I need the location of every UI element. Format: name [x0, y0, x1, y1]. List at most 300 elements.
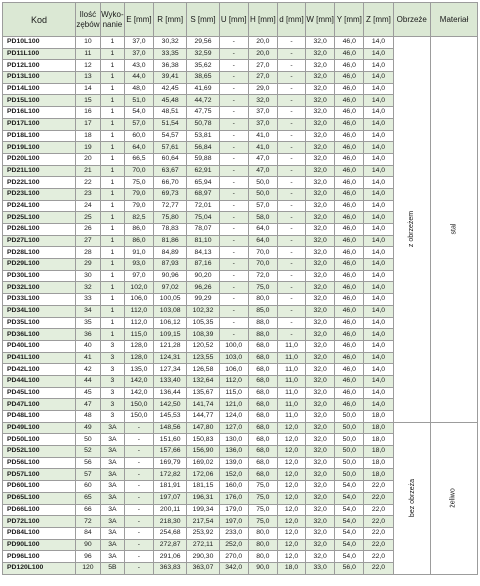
cell-s: 84,13 — [187, 247, 219, 259]
cell-y: 46,0 — [335, 60, 364, 72]
cell-w: 32,0 — [306, 294, 335, 306]
cell-s: 90,20 — [187, 270, 219, 282]
cell-version: 1 — [100, 83, 124, 95]
cell-r: 54,57 — [154, 130, 187, 142]
cell-d: - — [277, 329, 305, 341]
cell-y: 50,0 — [335, 434, 364, 446]
cell-teeth: 29 — [75, 259, 100, 271]
cell-d: - — [277, 188, 305, 200]
cell-version: 3A — [100, 434, 124, 446]
cell-version: 1 — [100, 107, 124, 119]
cell-u: 252,0 — [219, 539, 248, 551]
cell-y: 54,0 — [335, 516, 364, 528]
cell-s: 108,39 — [187, 329, 219, 341]
cell-y: 46,0 — [335, 305, 364, 317]
cell-d: - — [277, 270, 305, 282]
cell-z: 18,0 — [364, 446, 393, 458]
cell-e: 128,0 — [124, 340, 153, 352]
cell-r: 127,34 — [154, 364, 187, 376]
cell-d: 12,0 — [277, 527, 305, 539]
cell-r: 142,50 — [154, 399, 187, 411]
cell-version: 3A — [100, 492, 124, 504]
cell-d: 11,0 — [277, 364, 305, 376]
cell-e: 51,0 — [124, 95, 153, 107]
cell-s: 199,34 — [187, 504, 219, 516]
cell-e: 37,0 — [124, 48, 153, 60]
cell-h: 88,0 — [248, 317, 277, 329]
cell-w: 32,0 — [306, 118, 335, 130]
cell-u: - — [219, 153, 248, 165]
cell-y: 50,0 — [335, 422, 364, 434]
cell-r: 81,86 — [154, 235, 187, 247]
cell-z: 18,0 — [364, 422, 393, 434]
cell-d: - — [277, 60, 305, 72]
cell-r: 69,73 — [154, 188, 187, 200]
cell-u: - — [219, 329, 248, 341]
cell-u: - — [219, 188, 248, 200]
cell-version: 3 — [100, 399, 124, 411]
cell-w: 32,0 — [306, 165, 335, 177]
cell-h: 41,0 — [248, 142, 277, 154]
cell-version: 1 — [100, 130, 124, 142]
cell-h: 27,0 — [248, 72, 277, 84]
cell-y: 46,0 — [335, 83, 364, 95]
cell-d: 12,0 — [277, 481, 305, 493]
cell-teeth: 18 — [75, 130, 100, 142]
cell-code: PD14L100 — [3, 83, 76, 95]
cell-h: 68,0 — [248, 375, 277, 387]
cell-r: 157,66 — [154, 446, 187, 458]
cell-d: - — [277, 72, 305, 84]
cell-code: PD120L100 — [3, 562, 76, 574]
cell-u: - — [219, 48, 248, 60]
cell-u: - — [219, 317, 248, 329]
cell-w: 32,0 — [306, 48, 335, 60]
cell-y: 54,0 — [335, 527, 364, 539]
cell-code: PD35L100 — [3, 317, 76, 329]
cell-d: - — [277, 95, 305, 107]
cell-d: - — [277, 165, 305, 177]
cell-code: PD41L100 — [3, 352, 76, 364]
cell-teeth: 44 — [75, 375, 100, 387]
cell-d: 11,0 — [277, 399, 305, 411]
cell-e: 44,0 — [124, 72, 153, 84]
cell-z: 22,0 — [364, 481, 393, 493]
cell-code: PD60L100 — [3, 481, 76, 493]
cell-version: 3A — [100, 527, 124, 539]
cell-teeth: 25 — [75, 212, 100, 224]
cell-d: - — [277, 247, 305, 259]
cell-u: 127,0 — [219, 422, 248, 434]
cell-d: 12,0 — [277, 469, 305, 481]
cell-version: 3 — [100, 375, 124, 387]
cell-s: 144,77 — [187, 411, 219, 423]
header-r: R [mm] — [154, 3, 187, 37]
cell-e: 142,0 — [124, 387, 153, 399]
cell-h: 88,0 — [248, 329, 277, 341]
cell-y: 46,0 — [335, 270, 364, 282]
cell-code: PD10L100 — [3, 37, 76, 49]
cell-s: 50,78 — [187, 118, 219, 130]
cell-version: 3A — [100, 481, 124, 493]
cell-teeth: 66 — [75, 504, 100, 516]
cell-w: 32,0 — [306, 551, 335, 563]
cell-w: 32,0 — [306, 107, 335, 119]
cell-d: - — [277, 259, 305, 271]
cell-h: 68,0 — [248, 387, 277, 399]
cell-version: 3 — [100, 411, 124, 423]
cell-code: PD48L100 — [3, 411, 76, 423]
cell-z: 14,0 — [364, 37, 393, 49]
cell-y: 46,0 — [335, 48, 364, 60]
cell-s: 363,07 — [187, 562, 219, 574]
cell-s: 253,92 — [187, 527, 219, 539]
header-h: H [mm] — [248, 3, 277, 37]
cell-version: 5B — [100, 562, 124, 574]
cell-z: 14,0 — [364, 317, 393, 329]
header-y: Y [mm] — [335, 3, 364, 37]
group-material-top — [431, 37, 478, 423]
cell-u: - — [219, 200, 248, 212]
cell-s: 78,07 — [187, 224, 219, 236]
cell-r: 60,64 — [154, 153, 187, 165]
cell-u: 124,0 — [219, 411, 248, 423]
cell-d: 12,0 — [277, 446, 305, 458]
cell-h: 32,0 — [248, 95, 277, 107]
cell-version: 3A — [100, 446, 124, 458]
cell-h: 58,0 — [248, 212, 277, 224]
cell-code: PD57L100 — [3, 469, 76, 481]
cell-code: PD45L100 — [3, 387, 76, 399]
cell-e: 112,0 — [124, 305, 153, 317]
cell-z: 14,0 — [364, 399, 393, 411]
cell-teeth: 35 — [75, 317, 100, 329]
cell-z: 14,0 — [364, 294, 393, 306]
cell-code: PD25L100 — [3, 212, 76, 224]
cell-w: 32,0 — [306, 37, 335, 49]
cell-code: PD84L100 — [3, 527, 76, 539]
cell-w: 32,0 — [306, 539, 335, 551]
cell-d: 11,0 — [277, 387, 305, 399]
cell-z: 14,0 — [364, 153, 393, 165]
cell-d: - — [277, 177, 305, 189]
cell-w: 32,0 — [306, 375, 335, 387]
cell-w: 32,0 — [306, 247, 335, 259]
cell-s: 102,32 — [187, 305, 219, 317]
cell-r: 45,48 — [154, 95, 187, 107]
cell-teeth: 17 — [75, 118, 100, 130]
cell-version: 3A — [100, 539, 124, 551]
material-label: stal — [450, 223, 457, 235]
cell-z: 14,0 — [364, 282, 393, 294]
cell-e: 115,0 — [124, 329, 153, 341]
cell-e: 75,0 — [124, 177, 153, 189]
cell-r: 148,56 — [154, 422, 187, 434]
cell-y: 46,0 — [335, 37, 364, 49]
cell-h: 70,0 — [248, 259, 277, 271]
cell-h: 68,0 — [248, 446, 277, 458]
cell-e: 106,0 — [124, 294, 153, 306]
cell-z: 22,0 — [364, 527, 393, 539]
cell-e: - — [124, 481, 153, 493]
cell-teeth: 90 — [75, 539, 100, 551]
cell-r: 218,30 — [154, 516, 187, 528]
cell-w: 32,0 — [306, 270, 335, 282]
cell-u: 121,0 — [219, 399, 248, 411]
cell-d: 12,0 — [277, 551, 305, 563]
cell-d: - — [277, 142, 305, 154]
cell-y: 46,0 — [335, 188, 364, 200]
cell-r: 48,51 — [154, 107, 187, 119]
cell-e: 64,0 — [124, 142, 153, 154]
cell-s: 29,56 — [187, 37, 219, 49]
cell-e: - — [124, 457, 153, 469]
cell-y: 54,0 — [335, 551, 364, 563]
cell-z: 14,0 — [364, 200, 393, 212]
cell-s: 35,62 — [187, 60, 219, 72]
cell-code: PD47L100 — [3, 399, 76, 411]
cell-e: - — [124, 551, 153, 563]
cell-z: 22,0 — [364, 562, 393, 574]
cell-w: 32,0 — [306, 399, 335, 411]
cell-teeth: 23 — [75, 188, 100, 200]
cell-code: PD29L100 — [3, 259, 76, 271]
cell-w: 32,0 — [306, 282, 335, 294]
cell-u: - — [219, 83, 248, 95]
cell-z: 14,0 — [364, 259, 393, 271]
header-d: d [mm] — [277, 3, 305, 37]
cell-r: 172,82 — [154, 469, 187, 481]
cell-teeth: 16 — [75, 107, 100, 119]
cell-e: 128,0 — [124, 352, 153, 364]
cell-u: - — [219, 37, 248, 49]
table-row — [3, 422, 478, 434]
cell-e: 86,0 — [124, 224, 153, 236]
cell-e: 48,0 — [124, 83, 153, 95]
cell-w: 32,0 — [306, 317, 335, 329]
cell-d: - — [277, 107, 305, 119]
cell-h: 29,0 — [248, 83, 277, 95]
cell-e: 150,0 — [124, 399, 153, 411]
cell-d: 12,0 — [277, 422, 305, 434]
cell-d: 11,0 — [277, 352, 305, 364]
cell-z: 22,0 — [364, 504, 393, 516]
cell-e: 79,0 — [124, 200, 153, 212]
cell-w: 32,0 — [306, 469, 335, 481]
cell-d: - — [277, 212, 305, 224]
cell-r: 33,35 — [154, 48, 187, 60]
cell-h: 75,0 — [248, 282, 277, 294]
cell-z: 14,0 — [364, 95, 393, 107]
cell-r: 100,05 — [154, 294, 187, 306]
cell-s: 68,97 — [187, 188, 219, 200]
cell-code: PD66L100 — [3, 504, 76, 516]
cell-code: PD44L100 — [3, 375, 76, 387]
cell-teeth: 120 — [75, 562, 100, 574]
cell-u: - — [219, 224, 248, 236]
cell-e: - — [124, 492, 153, 504]
cell-code: PD16L100 — [3, 107, 76, 119]
cell-u: 152,0 — [219, 469, 248, 481]
cell-z: 18,0 — [364, 469, 393, 481]
cell-code: PD32L100 — [3, 282, 76, 294]
cell-s: 65,94 — [187, 177, 219, 189]
cell-h: 37,0 — [248, 118, 277, 130]
header-s: S [mm] — [187, 3, 219, 37]
cell-s: 120,52 — [187, 340, 219, 352]
cell-s: 56,84 — [187, 142, 219, 154]
cell-teeth: 36 — [75, 329, 100, 341]
cell-d: 12,0 — [277, 457, 305, 469]
cell-code: PD12L100 — [3, 60, 76, 72]
cell-teeth: 12 — [75, 60, 100, 72]
cell-d: 11,0 — [277, 411, 305, 423]
cell-y: 46,0 — [335, 259, 364, 271]
cell-w: 32,0 — [306, 352, 335, 364]
cell-w: 32,0 — [306, 411, 335, 423]
cell-h: 68,0 — [248, 457, 277, 469]
cell-teeth: 40 — [75, 340, 100, 352]
cell-w: 32,0 — [306, 142, 335, 154]
cell-s: 59,88 — [187, 153, 219, 165]
cell-y: 46,0 — [335, 235, 364, 247]
cell-code: PD20L100 — [3, 153, 76, 165]
cell-teeth: 10 — [75, 37, 100, 49]
cell-u: 103,0 — [219, 352, 248, 364]
cell-r: 151,60 — [154, 434, 187, 446]
cell-w: 32,0 — [306, 364, 335, 376]
cell-version: 1 — [100, 118, 124, 130]
cell-u: - — [219, 72, 248, 84]
cell-h: 20,0 — [248, 48, 277, 60]
cell-u: - — [219, 95, 248, 107]
cell-z: 14,0 — [364, 352, 393, 364]
cell-teeth: 21 — [75, 165, 100, 177]
cell-z: 22,0 — [364, 516, 393, 528]
cell-e: 43,0 — [124, 60, 153, 72]
cell-version: 1 — [100, 259, 124, 271]
cell-w: 32,0 — [306, 504, 335, 516]
cell-h: 57,0 — [248, 200, 277, 212]
cell-version: 3A — [100, 516, 124, 528]
cell-y: 46,0 — [335, 165, 364, 177]
cell-s: 72,01 — [187, 200, 219, 212]
cell-code: PD23L100 — [3, 188, 76, 200]
cell-teeth: 57 — [75, 469, 100, 481]
cell-h: 68,0 — [248, 411, 277, 423]
cell-w: 32,0 — [306, 83, 335, 95]
cell-y: 54,0 — [335, 539, 364, 551]
cell-r: 78,83 — [154, 224, 187, 236]
header-hub: Obrzeże — [393, 3, 431, 37]
cell-r: 200,11 — [154, 504, 187, 516]
cell-version: 1 — [100, 294, 124, 306]
cell-z: 14,0 — [364, 224, 393, 236]
cell-e: 66,5 — [124, 153, 153, 165]
cell-h: 68,0 — [248, 469, 277, 481]
cell-e: 60,0 — [124, 130, 153, 142]
cell-w: 32,0 — [306, 60, 335, 72]
cell-r: 124,31 — [154, 352, 187, 364]
table-row — [3, 37, 478, 49]
cell-w: 32,0 — [306, 224, 335, 236]
cell-version: 1 — [100, 188, 124, 200]
cell-version: 1 — [100, 60, 124, 72]
cell-z: 22,0 — [364, 539, 393, 551]
cell-u: 115,0 — [219, 387, 248, 399]
cell-teeth: 24 — [75, 200, 100, 212]
cell-version: 3A — [100, 457, 124, 469]
cell-version: 1 — [100, 212, 124, 224]
cell-version: 1 — [100, 270, 124, 282]
cell-r: 39,41 — [154, 72, 187, 84]
cell-h: 75,0 — [248, 492, 277, 504]
cell-e: 82,5 — [124, 212, 153, 224]
cell-teeth: 48 — [75, 411, 100, 423]
cell-h: 50,0 — [248, 188, 277, 200]
cell-version: 1 — [100, 72, 124, 84]
cell-r: 72,77 — [154, 200, 187, 212]
cell-z: 14,0 — [364, 130, 393, 142]
cell-u: - — [219, 177, 248, 189]
cell-teeth: 11 — [75, 48, 100, 60]
cell-e: - — [124, 446, 153, 458]
cell-z: 14,0 — [364, 212, 393, 224]
cell-y: 46,0 — [335, 95, 364, 107]
header-kod: Kod — [3, 3, 76, 37]
cell-z: 14,0 — [364, 340, 393, 352]
cell-s: 196,31 — [187, 492, 219, 504]
cell-e: 112,0 — [124, 317, 153, 329]
cell-w: 32,0 — [306, 95, 335, 107]
cell-s: 150,83 — [187, 434, 219, 446]
cell-z: 14,0 — [364, 235, 393, 247]
cell-e: - — [124, 516, 153, 528]
cell-s: 47,75 — [187, 107, 219, 119]
cell-d: 12,0 — [277, 539, 305, 551]
cell-y: 46,0 — [335, 130, 364, 142]
cell-z: 14,0 — [364, 60, 393, 72]
cell-teeth: 32 — [75, 282, 100, 294]
cell-w: 32,0 — [306, 305, 335, 317]
cell-r: 51,54 — [154, 118, 187, 130]
cell-z: 18,0 — [364, 434, 393, 446]
cell-h: 72,0 — [248, 270, 277, 282]
cell-e: - — [124, 539, 153, 551]
cell-z: 14,0 — [364, 188, 393, 200]
cell-s: 105,35 — [187, 317, 219, 329]
cell-r: 103,08 — [154, 305, 187, 317]
cell-version: 1 — [100, 235, 124, 247]
header-w: W [mm] — [306, 3, 335, 37]
cell-h: 27,0 — [248, 60, 277, 72]
cell-e: 70,0 — [124, 165, 153, 177]
cell-h: 80,0 — [248, 527, 277, 539]
cell-s: 44,72 — [187, 95, 219, 107]
cell-s: 147,80 — [187, 422, 219, 434]
cell-code: PD65L100 — [3, 492, 76, 504]
cell-h: 75,0 — [248, 516, 277, 528]
cell-e: 57,0 — [124, 118, 153, 130]
cell-s: 272,11 — [187, 539, 219, 551]
cell-y: 50,0 — [335, 446, 364, 458]
cell-y: 46,0 — [335, 118, 364, 130]
cell-y: 56,0 — [335, 562, 364, 574]
cell-r: 42,45 — [154, 83, 187, 95]
cell-y: 54,0 — [335, 504, 364, 516]
cell-z: 14,0 — [364, 387, 393, 399]
cell-code: PD22L100 — [3, 177, 76, 189]
